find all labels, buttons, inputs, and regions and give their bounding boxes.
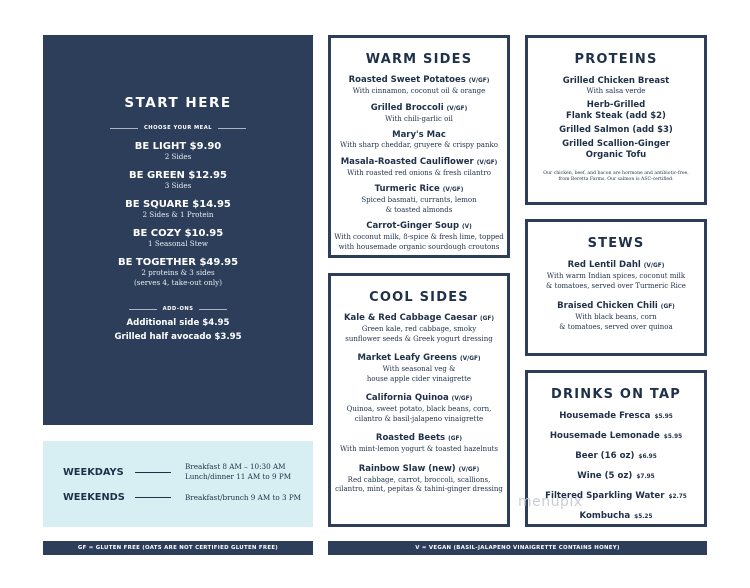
weekdays-label: WEEKDAYS: [63, 466, 124, 478]
meal-name: BE GREEN $12.95: [129, 170, 227, 181]
drink-item: [528, 447, 704, 467]
choose-meal-label: CHOOSE YOUR MEAL: [143, 125, 213, 131]
drink-price: $7.95: [636, 474, 655, 480]
item-tag: (GF): [660, 304, 675, 310]
drink-name: Wine (5 oz): [577, 471, 633, 481]
drink-item: [528, 467, 704, 487]
item-tag: (V/GF): [451, 396, 473, 402]
meal-option: [43, 199, 313, 220]
item-desc: with housemade organic sourdough croutons: [338, 242, 500, 251]
item-tag: (V/GF): [643, 263, 665, 269]
item-desc: & tomatoes, served over quinoa: [559, 322, 673, 331]
drink-item: [528, 507, 704, 527]
stews-box: [525, 219, 707, 356]
item-desc: Quinoa, sweet potato, black beans, corn,: [346, 405, 492, 413]
meal-name: BE COZY $10.95: [132, 228, 224, 239]
drink-name: Beer (16 oz): [575, 451, 635, 461]
item-name: Organic Tofu: [585, 149, 647, 160]
menu-item: [528, 76, 704, 97]
item-desc: With seasonal veg &: [382, 365, 456, 373]
item-desc: & toasted almonds: [385, 205, 453, 214]
item-title: Mary's Mac: [392, 130, 446, 140]
drink-price: $5.25: [634, 514, 653, 520]
meal-option: [43, 170, 313, 191]
item-title: Grilled Broccoli: [370, 102, 444, 113]
item-name: [528, 301, 704, 313]
menu-item: [331, 184, 507, 215]
item-name: [331, 433, 507, 445]
item-tag: (GF): [448, 436, 463, 442]
addon-item: Grilled half avocado $3.95: [114, 332, 242, 342]
item-name: [331, 184, 507, 196]
item-name: [331, 103, 507, 115]
meal-desc: (serves 4, take-out only): [133, 278, 223, 287]
meal-desc: 2 Sides: [164, 152, 192, 161]
note-line: Our chicken, beef, and bacon are hormone and antibiotic-free,: [543, 170, 689, 176]
weekends-row: [63, 492, 307, 503]
item-desc: With chili-garlic oil: [385, 114, 453, 123]
item-desc: With cinnamon, coconut oil & orange: [352, 87, 486, 95]
item-name: [528, 260, 704, 272]
meal-name: BE SQUARE $14.95: [125, 199, 231, 210]
drink-price: $2.75: [668, 494, 687, 500]
item-title: Rainbow Slaw (new): [358, 463, 456, 474]
addons-list: [43, 316, 313, 344]
menu-item: [331, 393, 507, 424]
item-name: [331, 393, 507, 405]
item-title: Braised Chicken Chili: [557, 301, 658, 311]
menu-item: [331, 157, 507, 179]
drink-price: $6.95: [638, 454, 657, 460]
addon-item: Additional side $4.95: [126, 318, 230, 328]
weekends-label: WEEKENDS: [63, 492, 125, 503]
item-desc: With black beans, corn: [575, 313, 657, 321]
addons-divider: [43, 306, 313, 312]
menu-item: [331, 313, 507, 344]
item-title: Carrot-Ginger Soup: [366, 221, 460, 231]
stews-list: [528, 260, 704, 332]
gluten-free-footnote: GF = GLUTEN FREE (OATS ARE NOT CERTIFIED GLUTEN FREE): [43, 541, 313, 555]
meal-list: [43, 141, 313, 288]
item-desc: With coconut milk, 8-spice & fresh lime, topped: [334, 233, 504, 241]
item-desc: Spiced basmati, currants, lemon: [361, 196, 477, 204]
proteins-box: [525, 35, 707, 205]
weekdays-line: Lunch/dinner 11 AM to 9 PM: [185, 472, 292, 481]
warm-sides-title: WARM SIDES: [365, 52, 473, 67]
drink-name: Housemade Fresca: [559, 411, 651, 421]
item-title: Market Leafy Greens: [357, 353, 457, 363]
item-name: [331, 353, 507, 365]
drink-name: Kombucha: [579, 511, 631, 521]
item-title: Roasted Beets: [375, 433, 446, 443]
item-tag: (V/GF): [459, 356, 481, 362]
menu-item: [331, 464, 507, 495]
hours-panel: [43, 441, 313, 527]
proteins-title: PROTEINS: [574, 52, 658, 67]
item-name: Grilled Scallion-Ginger: [562, 138, 670, 149]
divider-line: [218, 128, 246, 129]
item-tag: (V/GF): [442, 187, 464, 193]
warm-sides-box: [328, 35, 510, 258]
item-desc: house apple cider vinaigrette: [366, 374, 472, 383]
menu-item: [528, 139, 704, 161]
meal-desc: 2 Sides & 1 Protein: [142, 210, 214, 219]
proteins-list: [528, 76, 704, 161]
item-desc: With warm Indian spices, coconut milk: [546, 272, 686, 280]
item-name: Herb-Grilled: [586, 99, 646, 110]
item-title: Roasted Sweet Potatoes: [348, 75, 466, 85]
weekends-line: Breakfast/brunch 9 AM to 3 PM: [185, 492, 302, 502]
item-name: [331, 75, 507, 87]
menu-item: [331, 130, 507, 151]
menu-item: [331, 75, 507, 97]
menu-item: [331, 433, 507, 455]
item-title: California Quinoa: [365, 393, 449, 403]
divider-line: [110, 128, 138, 129]
meal-name: BE TOGETHER $49.95: [117, 257, 239, 268]
menu-item: [331, 353, 507, 384]
meal-desc: 1 Seasonal Stew: [147, 239, 209, 248]
stews-title: STEWS: [587, 236, 645, 251]
start-here-title: START HERE: [124, 95, 232, 111]
vegan-footnote: V = VEGAN (BASIL-JALAPENO VINAIGRETTE CONTAINS HONEY): [328, 541, 707, 555]
item-name: [331, 313, 507, 325]
item-tag: (V/GF): [458, 466, 480, 473]
choose-meal-divider: [43, 125, 313, 131]
item-desc: With mint-lemon yogurt & toasted hazelnuts: [339, 445, 498, 453]
menu-item: [331, 221, 507, 252]
cool-sides-title: COOL SIDES: [369, 290, 469, 305]
drink-price: $5.95: [654, 414, 673, 420]
meal-desc: 2 proteins & 3 sides: [141, 268, 215, 277]
weekdays-times: [185, 462, 291, 482]
cool-sides-list: [331, 313, 507, 495]
menupix-watermark: menupix: [518, 494, 583, 510]
meal-option: [43, 228, 313, 249]
item-name: [331, 130, 507, 141]
item-desc: With roasted red onions & fresh cilantro: [347, 168, 491, 177]
item-name: [331, 157, 507, 169]
cool-sides-box: [328, 273, 510, 527]
item-title: Kale & Red Cabbage Caesar: [343, 313, 478, 323]
hours-dash: [135, 497, 171, 498]
divider-line: [129, 309, 157, 310]
addons-label: ADD-ONS: [162, 306, 194, 312]
item-tag: (V/GF): [476, 159, 498, 166]
item-desc: With salsa verde: [586, 87, 646, 95]
meal-desc: 3 Sides: [164, 181, 192, 190]
item-desc: Green kale, red cabbage, smoky: [361, 325, 477, 333]
item-title: Turmeric Rice: [374, 184, 440, 194]
item-name: Grilled Salmon (add $3): [559, 124, 673, 135]
menu-item: [528, 100, 704, 122]
note-line: from Beretta Farms. Our salmon is ASC-certified.: [558, 177, 674, 182]
warm-sides-list: [331, 75, 507, 252]
proteins-note: [528, 171, 704, 184]
drink-price: $5.95: [663, 434, 683, 440]
drink-name: Housemade Lemonade: [549, 431, 660, 441]
item-title: Masala-Roasted Cauliflower: [340, 156, 474, 167]
hours-dash: [135, 472, 171, 473]
item-tag: (V): [462, 224, 472, 230]
item-name: Flank Steak (add $2): [566, 110, 666, 121]
meal-option: [43, 141, 313, 162]
drinks-title: DRINKS ON TAP: [551, 387, 681, 402]
item-name: Grilled Chicken Breast: [562, 76, 670, 86]
item-tag: (GF): [480, 316, 495, 322]
item-desc: With sharp cheddar, gruyere & crispy panko: [340, 141, 498, 149]
item-desc: Red cabbage, carrot, broccoli, scallions,: [347, 475, 491, 484]
drink-item: [528, 427, 704, 447]
menu-item: [528, 301, 704, 332]
menu-item: [528, 125, 704, 136]
weekends-times: [185, 493, 301, 503]
item-title: Red Lentil Dahl: [567, 260, 641, 270]
item-desc: sunflower seeds & Greek yogurt dressing: [345, 334, 493, 343]
menu-item: [331, 103, 507, 125]
item-name: [331, 464, 507, 476]
start-here-panel: [43, 35, 313, 425]
item-tag: (V/GF): [468, 78, 490, 84]
meal-option: [43, 257, 313, 288]
weekdays-line: Breakfast 8 AM – 10:30 AM: [185, 462, 286, 471]
item-tag: (V/GF): [446, 105, 468, 112]
item-name: [331, 221, 507, 233]
weekdays-row: [63, 462, 307, 482]
drink-item: [528, 407, 704, 427]
item-desc: cilantro, mint, pepitas & tahini-ginger dressing: [335, 485, 503, 493]
menu-item: [528, 260, 704, 291]
meal-name: BE LIGHT $9.90: [134, 141, 222, 152]
item-desc: cilantro & basil-jalapeno vinaigrette: [354, 414, 484, 423]
drink-name: Filtered Sparkling Water: [545, 491, 665, 501]
divider-line: [199, 309, 227, 310]
item-desc: & tomatoes, served over Turmeric Rice: [546, 281, 686, 290]
